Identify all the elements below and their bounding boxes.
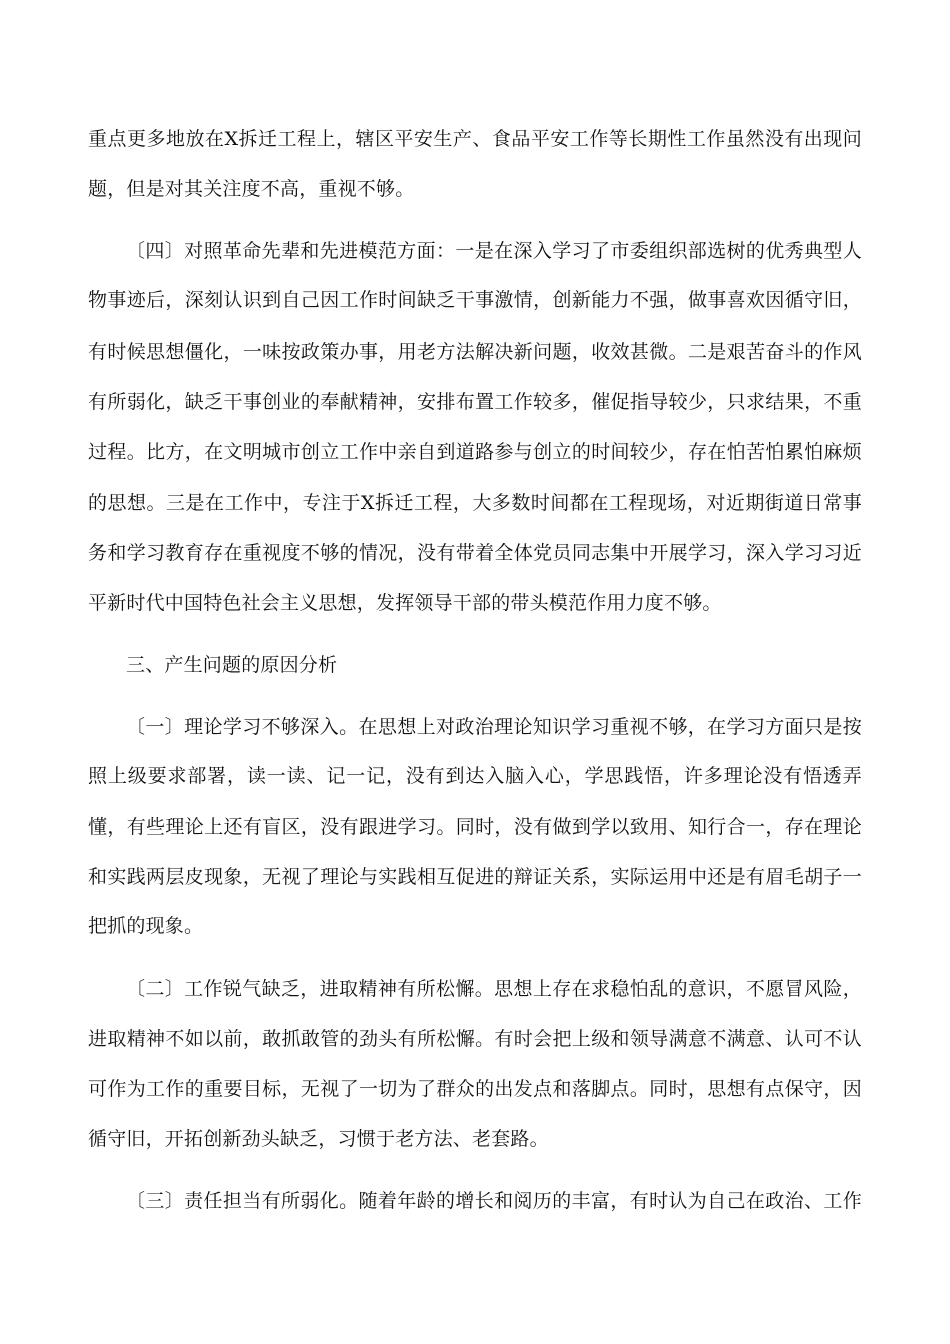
text-line: 进取精神不如以前，敢抓敢管的劲头有所松懈。有时会把上级和领导满意不满意、认可不认 — [88, 1028, 862, 1050]
text-line: 过程。比方，在文明城市创立工作中亲自到道路参与创立的时间较少，存在怕苦怕累怕麻烦 — [88, 441, 862, 463]
text-line: 平新时代中国特色社会主义思想，发挥领导干部的带头模范作用力度不够。 — [88, 592, 722, 614]
text-line: 和实践两层皮现象，无视了理论与实践相互促进的辩证关系，实际运用中还是有眉毛胡子一 — [88, 866, 862, 888]
section-heading: 三、产生问题的原因分析 — [126, 654, 338, 676]
text-line: 题，但是对其关注度不高，重视不够。 — [88, 178, 415, 200]
paragraph-heading-2: 〔二〕工作锐气缺乏，进取精神有所松懈。思想上存在求稳怕乱的意识，不愿冒风险， — [126, 978, 862, 1000]
text-line: 务和学习教育存在重视度不够的情况，没有带着全体党员同志集中开展学习，深入学习习近 — [88, 542, 862, 564]
text-line: 有所弱化，缺乏干事创业的奉献精神，安排布置工作较多，催促指导较少，只求结果，不重 — [88, 391, 862, 413]
text-line: 重点更多地放在X拆迁工程上，辖区平安生产、食品平安工作等长期性工作虽然没有出现问 — [88, 128, 862, 150]
paragraph-heading-3: 〔三〕责任担当有所弱化。随着年龄的增长和阅历的丰富，有时认为自己在政治、工作 — [126, 1190, 862, 1212]
paragraph-heading-4: 〔四〕对照革命先辈和先进模范方面：一是在深入学习了市委组织部选树的优秀典型人 — [126, 240, 862, 262]
paragraph-heading-1: 〔一〕理论学习不够深入。在思想上对政治理论知识学习重视不够，在学习方面只是按 — [126, 716, 862, 738]
text-line: 可作为工作的重要目标，无视了一切为了群众的出发点和落脚点。同时，思想有点保守，因 — [88, 1078, 862, 1100]
text-line: 懂，有些理论上还有盲区，没有跟进学习。同时，没有做到学以致用、知行合一，存在理论 — [88, 816, 862, 838]
text-line: 循守旧，开拓创新劲头缺乏，习惯于老方法、老套路。 — [88, 1128, 549, 1150]
text-line: 有时候思想僵化，一味按政策办事，用老方法解决新问题，收效甚微。二是艰苦奋斗的作风 — [88, 341, 862, 363]
text-line: 把抓的现象。 — [88, 915, 204, 937]
text-line: 的思想。三是在工作中，专注于X拆迁工程，大多数时间都在工程现场，对近期街道日常事 — [88, 492, 862, 514]
text-line: 照上级要求部署，读一读、记一记，没有到达入脑入心，学思践悟，许多理论没有悟透弄 — [88, 765, 862, 787]
text-line: 物事迹后，深刻认识到自己因工作时间缺乏干事激情，创新能力不强，做事喜欢因循守旧， — [88, 289, 862, 311]
